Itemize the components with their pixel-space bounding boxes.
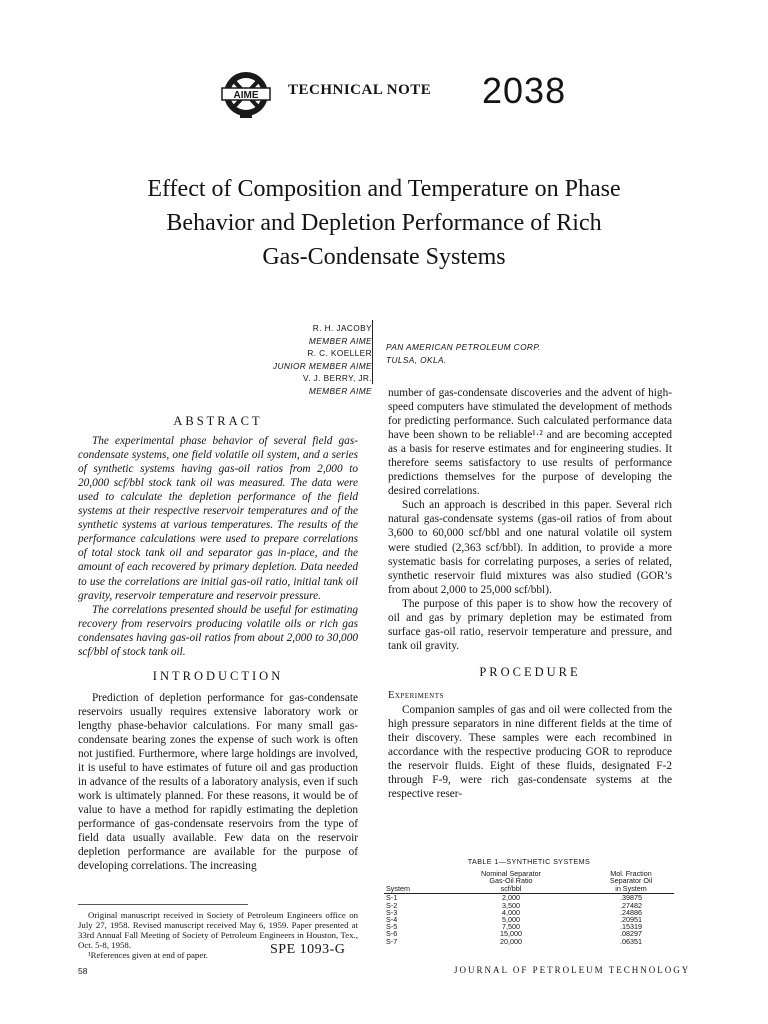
table-cell: 2,000 (502, 893, 520, 903)
technical-note-label: TECHNICAL NOTE (288, 82, 432, 98)
author-membership: MEMBER AIME (308, 335, 372, 346)
table-cell: S-5 (386, 922, 398, 932)
author-membership: JUNIOR MEMBER AIME (272, 360, 372, 371)
title-line: Gas-Condensate Systems (262, 244, 506, 270)
footnote-refs: ¹References given at end of paper. (88, 950, 208, 960)
table-header-gor: Nominal Separator Gas-Oil Ratio scf/bbl (434, 870, 588, 894)
introduction-heading: INTRODUCTION (152, 668, 284, 683)
introduction-paragraph: Prediction of depletion performance for gas-condensate reservoirs usually requires extensive laboratory work or lengthy phase-behavior calculations. For many small gas-condensate bearing zones the expense of such work is often not justified. Furthermore, where large holdings are involved, it is useful to have estimates of future oil and gas production in advance of the results of a laboratory analysis, even if such work is ultimately planned. For these reasons, it would be of value to have a method for rapidly estimating the depletion performance of gas-condensate reservoirs from the type of field data usually available. Few data on the reservoir depletion performance are available for the purpose of developing correlations. The increasing (78, 691, 358, 873)
abstract-heading: ABSTRACT (173, 414, 263, 428)
right-column (388, 386, 672, 801)
table-cell: 5,000 (502, 914, 520, 924)
table-cell: 3,500 (502, 900, 520, 910)
technical-note-number: 2038 (482, 70, 567, 111)
table-synthetic-systems (384, 858, 674, 945)
table-cell: 7,500 (502, 922, 520, 932)
logo-text: AIME (233, 90, 259, 101)
table-cell: .06351 (620, 936, 642, 946)
procedure-heading: PROCEDURE (479, 664, 581, 679)
author-name: R. C. KOELLER (307, 348, 372, 358)
table-cell: S-7 (386, 936, 398, 946)
table-cell: S-4 (386, 914, 398, 924)
table-cell: .08297 (620, 929, 642, 939)
table-cell: .39875 (620, 893, 642, 903)
affiliation-company: PAN AMERICAN PETROLEUM CORP. (386, 342, 541, 352)
journal-name: JOURNAL OF PETROLEUM TECHNOLOGY (454, 965, 691, 975)
table-header-system: System (384, 870, 434, 894)
table-cell: .27482 (620, 900, 642, 910)
abstract-paragraph: The correlations presented should be useful for estimating recovery from reservoirs producing volatile oils or rich gas condensates having gas-oil ratios from about 2,000 to 30,000 scf/bbl of stock tank oil. (78, 603, 358, 658)
table-cell: S-6 (386, 929, 398, 939)
author-name: R. H. JACOBY (312, 323, 372, 333)
page-number: 58 (78, 966, 88, 976)
aime-logo (218, 67, 278, 123)
table-header-mol-fraction: Mol. Fraction Separator Oil in System (588, 870, 674, 894)
author-membership: MEMBER AIME (308, 385, 372, 396)
table-cell: 15,000 (500, 929, 522, 939)
table-row (384, 938, 674, 945)
table-cell: .24886 (620, 907, 642, 917)
paper-title (0, 172, 768, 274)
left-column (78, 414, 358, 873)
author-name: V. J. BERRY, JR. (303, 373, 372, 383)
affiliation (386, 341, 541, 367)
table-cell: .15319 (620, 922, 642, 932)
table-cell: .20951 (620, 914, 642, 924)
footnote-text: Original manuscript received in Society of Petroleum Engineers office on July 27, 1958. Revised manuscript received May 6, 1959. Paper presented at 33rd Annual Fall Meeting of Society of Petroleum Engineers in Houston, Tex., Oct. 5-8, 1958. (78, 910, 358, 950)
affiliation-city: TULSA, OKLA. (386, 355, 447, 365)
table-cell: S-1 (386, 893, 398, 903)
experiments-heading: Experiments (388, 689, 444, 701)
title-line: Behavior and Depletion Performance of Rich (166, 210, 602, 236)
body-paragraph: Such an approach is described in this paper. Several rich natural gas-condensate systems (gas-oil ratios of from about 3,600 to 60,000 scf/bbl and one natural volatile oil system were studied (2,363 scf/bbl). In addition, to provide a more systematic basis for correlating purposes, a series of related, synthetic reservoir fluid mixtures was also studied (GOR’s from about 2,000 to 25,000 scf/bbl). (388, 499, 672, 596)
body-paragraph: The purpose of this paper is to show how the recovery of oil and gas by primary depletion may be estimated from surface gas-oil ratio, reservoir temperature and pressure, and tank oil gravity. (388, 597, 672, 652)
footnote-rule (78, 904, 248, 905)
author-divider (372, 320, 373, 384)
abstract-paragraph: The experimental phase behavior of several field gas-condensate systems, one field volatile oil system, and a series of synthetic systems having gas-oil ratios from 2,000 to 20,000 scf/bbl stock tank oil was measured. The data were used to calculate the depletion performance of the field systems at their respective reservoir temperatures and of the synthetic systems at various temperatures. The results of the performance calculations were used to prepare correlations of total stock tank oil and separator gas in-place, and the amount of each recovered by primary depletion. Data needed to use the correlations are initial gas-oil ratio, initial tank oil gravity, reservoir temperature and reservoir pressure. (78, 435, 358, 602)
spe-number: SPE 1093-G (270, 942, 346, 957)
body-paragraph: Companion samples of gas and oil were collected from the high pressure separators in nine different fields at the time of their discovery. These samples were each recombined in accordance with the respective producing GOR to reproduce the reservoir fluids. Eight of these fluids, designated F-2 through F-9, were rich gas-condensate systems at the respective reser- (388, 703, 672, 801)
author-list (273, 322, 372, 397)
table-caption: TABLE 1—SYNTHETIC SYSTEMS (467, 857, 591, 866)
table-cell: S-2 (386, 900, 398, 910)
title-line: Effect of Composition and Temperature on Phase (147, 176, 621, 202)
table-cell: 20,000 (500, 936, 522, 946)
body-paragraph: number of gas-condensate discoveries and the advent of high-speed computers have stimulated the development of methods for predicting performance. Such calculated performance data have been shown to be reliable¹·² and are becoming accepted as a basis for reserve estimates and for engineering studies. It therefore seems satisfactory to use results of performance predictions themselves for the purpose of developing the desired correlations. (388, 387, 672, 498)
table-cell: S-3 (386, 907, 398, 917)
table-cell: 4,000 (502, 907, 520, 917)
